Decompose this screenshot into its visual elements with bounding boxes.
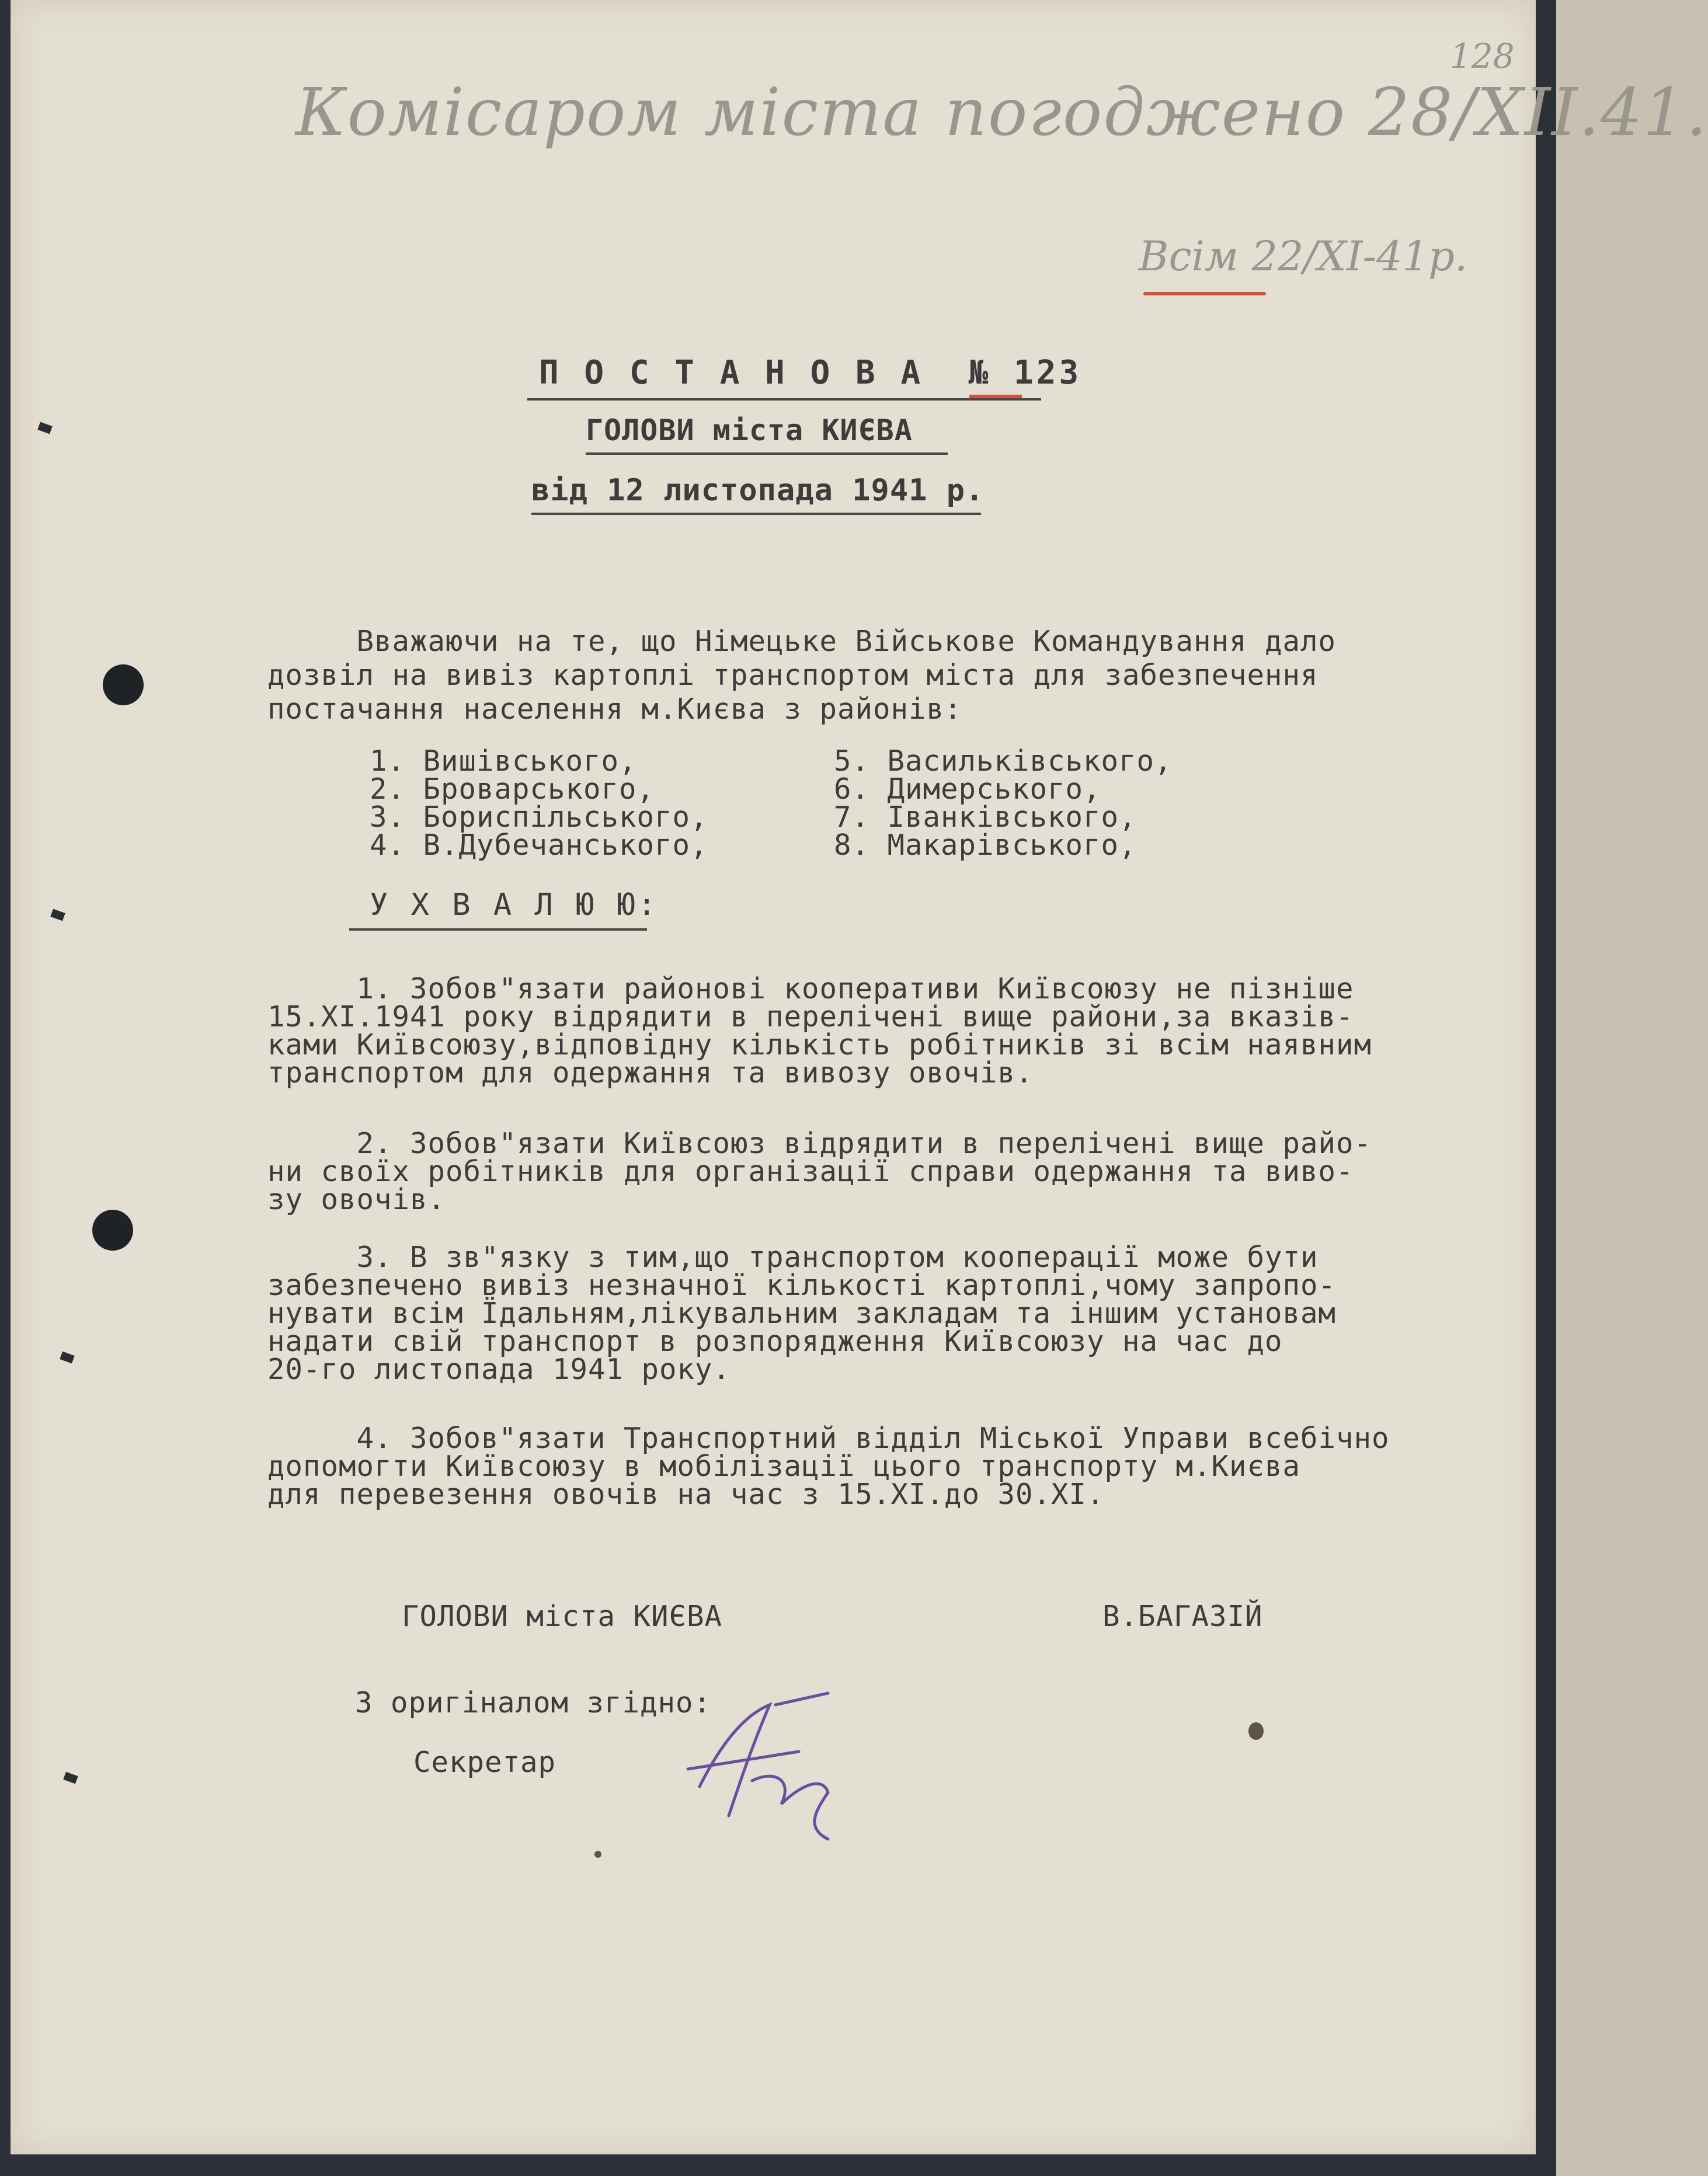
red-pencil-number-underline [969,395,1022,398]
item-2 [267,1127,1372,1216]
item-line: 1. Зобов"язати районові кооперативи Київсоюзу не пізніше [267,972,1354,1005]
preamble-line: Вважаючи на те, що Німецьке Військове Командування дало [267,625,1337,658]
binding-mark-2 [50,909,65,921]
red-pencil-underline [1143,292,1266,295]
punch-hole-bottom [92,1210,133,1251]
district-item: 7. Іванківського, [834,800,1137,834]
resolve-heading-underline [349,928,647,931]
binding-mark-1 [37,422,52,434]
district-item: 3. Бориспільського, [370,800,708,834]
certification-note: З оригіналом згідно: [355,1686,712,1719]
item-line: транспортом для одержання та вивозу овочів. [267,1056,1034,1089]
item-line: ни своїх робітників для організації справи одержання та виво- [267,1155,1354,1188]
item-line: 3. В зв"язку з тим,що транспортом кооперації може бути [267,1241,1319,1274]
binding-mark-4 [63,1772,78,1784]
paper-speck [1248,1722,1264,1740]
item-line: для перевезення овочів на час з 15.XI.до 30.XI. [267,1478,1105,1511]
item-line: 20-го листопада 1941 року. [267,1353,731,1386]
item-line: 15.XI.1941 року відрядити в перелічені вище райони,за вказів- [267,1000,1354,1033]
resolve-heading: У Х В А Л Ю Ю: [370,887,659,922]
district-item: 1. Вишівського, [370,744,637,778]
district-item: 6. Димерського, [834,772,1101,806]
document-title: П О С Т А Н О В А № 123 [539,354,1082,392]
signatory-position: ГОЛОВИ міста КИЄВА [402,1600,723,1633]
item-line: 2. Зобов"язати Київсоюз відрядити в перелічені вище райо- [267,1127,1372,1160]
punch-hole-top [103,664,144,705]
item-line: 4. Зобов"язати Транспортний відділ Міської Управи всебічно [267,1422,1390,1455]
distribution-note: Всім 22/XI-41р. [1139,232,1468,280]
district-item: 4. В.Дубечанського, [370,828,708,862]
item-3 [267,1241,1337,1386]
district-item: 2. Броварського, [370,772,655,806]
preamble-line: дозвіл на вивіз картоплі транспортом міста для забезпечення [267,659,1319,692]
district-item: 8. Макарівського, [834,828,1137,862]
item-line: ками Київсоюзу,відповідну кількість робітників зі всім наявним [267,1028,1372,1061]
secretary-label: Секретар [413,1746,556,1779]
district-item: 5. Васильківського, [834,744,1173,778]
signatory-name: В.БАГАЗІЙ [1102,1600,1263,1633]
binding-mark-3 [60,1352,74,1364]
date-underline [531,513,981,515]
approval-note: Комісаром міста погоджено 28/XII.41. [295,75,1708,151]
document-page [11,0,1708,2154]
item-1 [267,972,1372,1089]
document-date: від 12 листопада 1941 р. [531,473,985,508]
item-line: надати свій транспорт в розпорядження Київсоюзу на час до [267,1325,1283,1358]
item-line: зу овочів. [267,1183,446,1216]
paper-speck [594,1851,601,1858]
item-line: допомогти Київсоюзу в мобілізації цього транспорту м.Києва [267,1450,1301,1483]
handwritten-signature [653,1681,886,1857]
preamble-line: постачання населення м.Києва з районів: [267,692,962,726]
document-subtitle: ГОЛОВИ міста КИЄВА [586,413,913,447]
item-line: забезпечено вивіз незначної кількості картоплі,чому запропо- [267,1269,1337,1302]
page-number: 128 [1450,36,1515,76]
preamble [267,625,1336,726]
item-4 [267,1422,1390,1511]
title-underline [527,398,1041,401]
item-line: нувати всім Їдальням,лікувальним закладам та іншим установам [267,1297,1337,1330]
subtitle-underline [586,452,948,455]
